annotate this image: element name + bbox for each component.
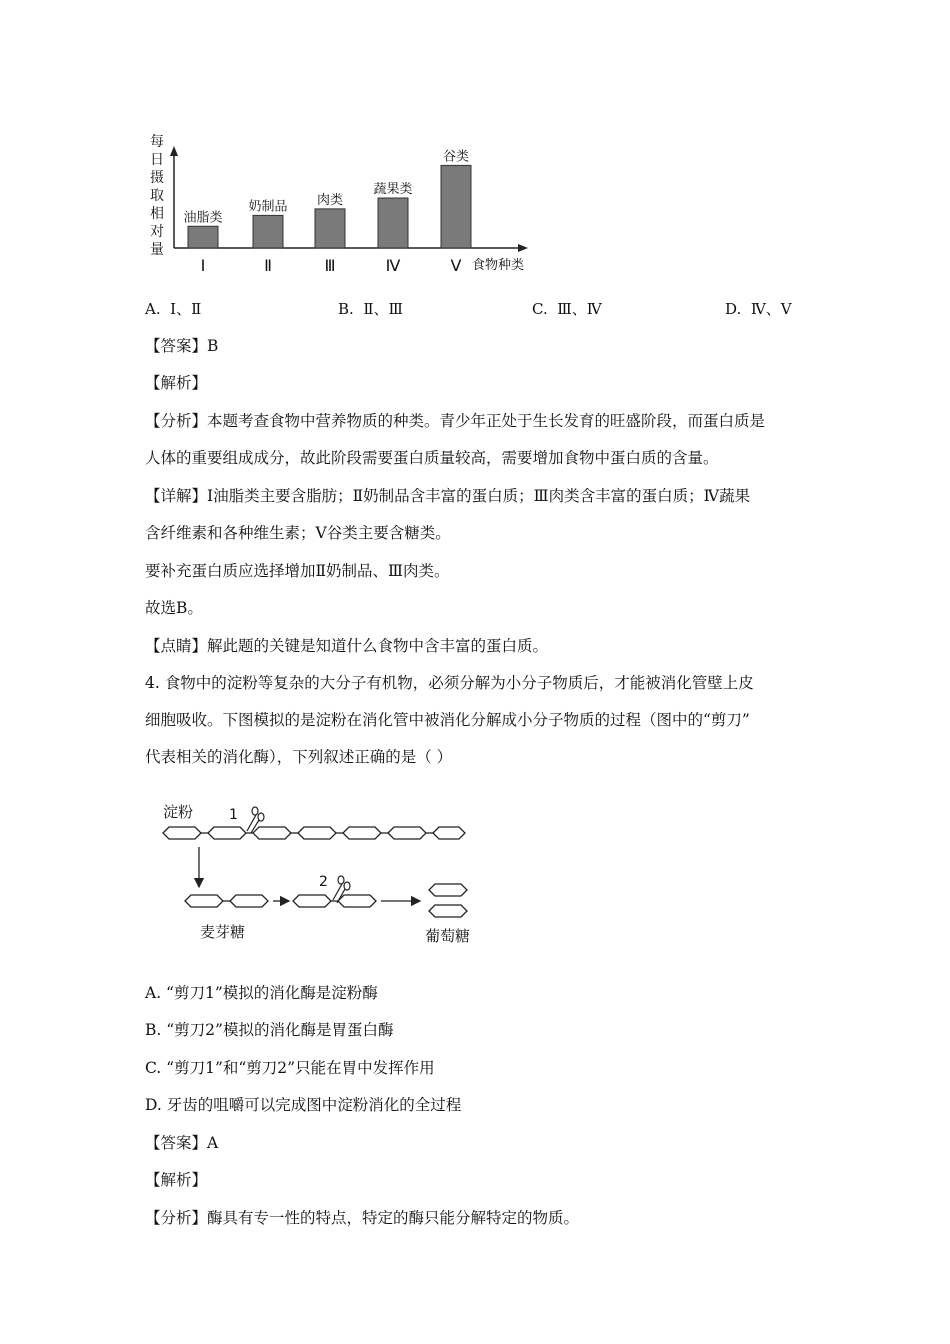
- x-tick-label: Ⅲ: [324, 256, 336, 275]
- y-axis-label-char: 日: [150, 152, 164, 168]
- q3-dianjing: 【点睛】解此题的关键是知道什么食物中含丰富的蛋白质。: [145, 637, 549, 655]
- glucose-molecules: [429, 884, 467, 917]
- bar-label: 蔬果类: [373, 182, 413, 197]
- glucose-unit: [298, 827, 336, 839]
- x-axis-arrow: [518, 244, 528, 252]
- y-axis-arrow: [170, 146, 178, 156]
- bar: [441, 165, 471, 248]
- starch-label: 淀粉: [163, 803, 194, 821]
- q4-option-a: A. “剪刀1”模拟的消化酶是淀粉酶: [145, 984, 378, 1002]
- maltose-label: 麦芽糖: [200, 923, 246, 941]
- q3-xiangjie-line1: 【详解】Ⅰ油脂类主要含脂肪；Ⅱ奶制品含丰富的蛋白质；Ⅲ肉类含丰富的蛋白质；Ⅳ蔬果: [145, 487, 751, 505]
- q4-option-b: B. “剪刀2”模拟的消化酶是胃蛋白酶: [145, 1021, 394, 1039]
- starch-chain: [163, 827, 465, 839]
- option-c: C. Ⅲ、Ⅳ: [532, 300, 602, 318]
- x-tick-label: Ⅳ: [385, 256, 401, 275]
- q4-answer: 【答案】A: [145, 1134, 219, 1152]
- y-axis-label-char: 量: [150, 242, 164, 258]
- q3-answer: 【答案】B: [145, 337, 219, 355]
- q3-line3: 要补充蛋白质应选择增加Ⅱ奶制品、Ⅲ肉类。: [145, 562, 450, 580]
- q3-line4: 故选B。: [145, 599, 203, 617]
- maltose-molecule: [185, 895, 268, 907]
- bar: [378, 198, 408, 248]
- q3-xiangjie-line2: 含纤维素和各种维生素；Ⅴ谷类主要含糖类。: [145, 524, 451, 542]
- q4-stem-line3: 代表相关的消化酶），下列叙述正确的是（ ）: [145, 748, 453, 766]
- y-axis-label-char: 摄: [150, 170, 164, 186]
- glucose-unit: [388, 827, 426, 839]
- x-tick-label: Ⅱ: [264, 256, 272, 275]
- y-axis-label-char: 取: [150, 188, 164, 204]
- y-axis-label: [150, 134, 164, 258]
- q4-stem-line2: 细胞吸收。下图模拟的是淀粉在消化管中被消化分解成小分子物质的过程（图中的“剪刀”: [145, 711, 750, 729]
- bar: [315, 209, 345, 248]
- q3-fenxi-line1: 【分析】本题考查食物中营养物质的种类。青少年正处于生长发育的旺盛阶段，而蛋白质是: [145, 412, 766, 430]
- bar-label: 肉类: [316, 192, 344, 208]
- y-axis-label-char: 每: [150, 134, 164, 150]
- food-intake-chart: [140, 130, 560, 280]
- y-axis-label-char: 相: [150, 206, 164, 222]
- glucose-label: 葡萄糖: [425, 927, 471, 945]
- q4-fenxi: 【分析】酶具有专一性的特点，特定的酶只能分解特定的物质。: [145, 1209, 580, 1227]
- x-axis-label: 食物种类: [472, 258, 525, 273]
- q4-option-d: D. 牙齿的咀嚼可以完成图中淀粉消化的全过程: [145, 1096, 462, 1114]
- bar: [253, 215, 283, 248]
- starch-digestion-diagram: [155, 795, 495, 955]
- q3-fenxi-line2: 人体的重要组成成分，故此阶段需要蛋白质量较高，需要增加食物中蛋白质的含量。: [145, 449, 719, 467]
- scissor2-number: 2: [319, 874, 328, 890]
- x-tick-label: Ⅰ: [200, 256, 206, 275]
- x-tick-label: Ⅴ: [450, 256, 462, 275]
- bar-label: 谷类: [442, 149, 470, 165]
- option-a: A. Ⅰ、Ⅱ: [145, 300, 202, 318]
- scissor1-number: 1: [229, 807, 238, 823]
- glucose-unit: [433, 827, 465, 839]
- glucose-unit: [208, 827, 246, 839]
- q4-analysis-heading: 【解析】: [145, 1171, 208, 1189]
- q4-stem-line1: 4. 食物中的淀粉等复杂的大分子有机物，必须分解为小分子物质后，才能被消化管壁上皮: [145, 674, 754, 692]
- y-axis-label-char: 对: [150, 224, 164, 240]
- q4-option-c: C. “剪刀1”和“剪刀2”只能在胃中发挥作用: [145, 1059, 435, 1077]
- glucose-unit: [253, 827, 291, 839]
- q3-analysis-heading: 【解析】: [145, 374, 208, 392]
- bar-label: 奶制品: [248, 199, 288, 215]
- option-d: D. Ⅳ、Ⅴ: [725, 300, 792, 318]
- bar-label: 油脂类: [183, 210, 223, 226]
- glucose-unit: [343, 827, 381, 839]
- option-b: B. Ⅱ、Ⅲ: [338, 300, 404, 318]
- bar: [188, 226, 218, 248]
- glucose-unit: [163, 827, 201, 839]
